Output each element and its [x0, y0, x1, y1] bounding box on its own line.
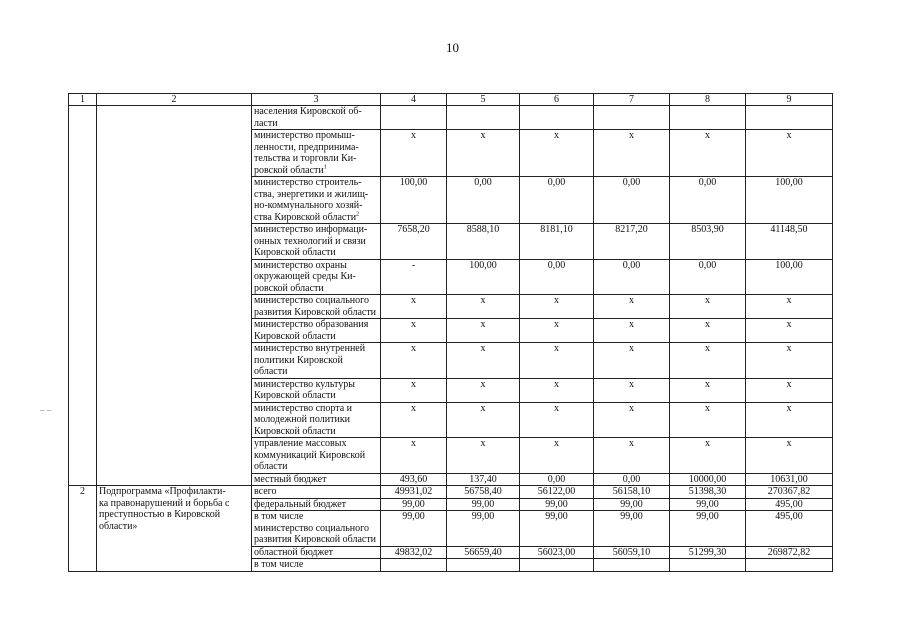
- value-cell-col6: 0,00: [520, 177, 594, 224]
- value-cell-col5: 137,40: [447, 473, 520, 486]
- row-label: всего: [252, 486, 381, 499]
- table-body: [69, 94, 833, 572]
- value-cell-col9: 100,00: [746, 259, 833, 295]
- table-row: [69, 106, 833, 130]
- value-cell-col9: [746, 106, 833, 130]
- value-cell-col6: x: [520, 402, 594, 438]
- value-cell-col7: x: [594, 402, 670, 438]
- value-cell-col6: x: [520, 378, 594, 402]
- header-cell-3: 3: [252, 94, 381, 106]
- value-cell-col7: 99,00: [594, 511, 670, 547]
- value-cell-col8: 10000,00: [670, 473, 746, 486]
- value-cell-col5: x: [447, 295, 520, 319]
- row-label: министерство информаци- онных технологий и связи Кировской области: [252, 224, 381, 260]
- value-cell-col4: [381, 106, 447, 130]
- value-cell-col7: x: [594, 438, 670, 474]
- value-cell-col4: x: [381, 343, 447, 379]
- value-cell-col4: 49931,02: [381, 486, 447, 499]
- value-cell-col4: x: [381, 402, 447, 438]
- value-cell-col7: x: [594, 319, 670, 343]
- row-label: областной бюджет: [252, 546, 381, 559]
- value-cell-col6: 8181,10: [520, 224, 594, 260]
- budget-table: [68, 93, 833, 572]
- value-cell-col7: [594, 106, 670, 130]
- header-row: [69, 94, 833, 106]
- value-cell-col8: 8503,90: [670, 224, 746, 260]
- value-cell-col6: 56023,00: [520, 546, 594, 559]
- value-cell-col5: 99,00: [447, 498, 520, 511]
- value-cell-col6: 99,00: [520, 498, 594, 511]
- value-cell-col9: x: [746, 343, 833, 379]
- value-cell-col9: 269872,82: [746, 546, 833, 559]
- value-cell-col6: x: [520, 438, 594, 474]
- value-cell-col8: x: [670, 130, 746, 177]
- value-cell-col9: 495,00: [746, 498, 833, 511]
- value-cell-col9: 41148,50: [746, 224, 833, 260]
- row-label: министерство образования Кировской области: [252, 319, 381, 343]
- value-cell-col4: 49832,02: [381, 546, 447, 559]
- header-cell-6: 6: [520, 94, 594, 106]
- row-label: министерство социального развития Кировской области: [252, 295, 381, 319]
- value-cell-col5: x: [447, 438, 520, 474]
- value-cell-col7: 56059,10: [594, 546, 670, 559]
- row-label: в том числе: [252, 559, 381, 572]
- value-cell-col7: 0,00: [594, 259, 670, 295]
- value-cell-col4: 99,00: [381, 511, 447, 547]
- header-cell-7: 7: [594, 94, 670, 106]
- value-cell-col8: x: [670, 378, 746, 402]
- value-cell-col4: x: [381, 378, 447, 402]
- value-cell-col5: 56659,40: [447, 546, 520, 559]
- value-cell-col4: x: [381, 319, 447, 343]
- value-cell-col9: x: [746, 130, 833, 177]
- value-cell-col9: x: [746, 378, 833, 402]
- value-cell-col9: 270367,82: [746, 486, 833, 499]
- value-cell-col4: x: [381, 438, 447, 474]
- value-cell-col5: x: [447, 319, 520, 343]
- value-cell-col6: [520, 106, 594, 130]
- page-number: 10: [446, 40, 459, 55]
- value-cell-col9: x: [746, 319, 833, 343]
- value-cell-col8: 99,00: [670, 498, 746, 511]
- header-cell-8: 8: [670, 94, 746, 106]
- value-cell-col4: x: [381, 130, 447, 177]
- value-cell-col4: 493,60: [381, 473, 447, 486]
- header-cell-5: 5: [447, 94, 520, 106]
- value-cell-col8: 0,00: [670, 259, 746, 295]
- value-cell-col4: x: [381, 295, 447, 319]
- value-cell-col9: x: [746, 402, 833, 438]
- value-cell-col8: x: [670, 295, 746, 319]
- value-cell-col5: 8588,10: [447, 224, 520, 260]
- value-cell-col6: 0,00: [520, 473, 594, 486]
- value-cell-col7: 99,00: [594, 498, 670, 511]
- value-cell-col9: 10631,00: [746, 473, 833, 486]
- value-cell-col7: x: [594, 130, 670, 177]
- subprogram-number: 2: [69, 486, 97, 572]
- value-cell-col5: [447, 106, 520, 130]
- row-label: населения Кировской об- ласти: [252, 106, 381, 130]
- value-cell-col8: [670, 559, 746, 572]
- value-cell-col7: x: [594, 295, 670, 319]
- value-cell-col6: x: [520, 295, 594, 319]
- value-cell-col7: 0,00: [594, 473, 670, 486]
- row-label: местный бюджет: [252, 473, 381, 486]
- value-cell-col8: 0,00: [670, 177, 746, 224]
- header-cell-9: 9: [746, 94, 833, 106]
- value-cell-col7: 8217,20: [594, 224, 670, 260]
- value-cell-col8: 51299,30: [670, 546, 746, 559]
- value-cell-col5: [447, 559, 520, 572]
- subprogram-title: Подпрограмма «Профилакти- ка правонарушений и борьба с преступностью в Кировской области»: [97, 486, 252, 572]
- value-cell-col8: x: [670, 319, 746, 343]
- value-cell-col5: x: [447, 402, 520, 438]
- row-label: министерство спорта и молодежной политики Кировской области: [252, 402, 381, 438]
- value-cell-col5: x: [447, 343, 520, 379]
- header-cell-1: 1: [69, 94, 97, 106]
- value-cell-col7: x: [594, 343, 670, 379]
- value-cell-col5: 100,00: [447, 259, 520, 295]
- value-cell-col9: x: [746, 295, 833, 319]
- value-cell-col8: 51398,30: [670, 486, 746, 499]
- value-cell-col5: 56758,40: [447, 486, 520, 499]
- value-cell-col6: 99,00: [520, 511, 594, 547]
- value-cell-col4: [381, 559, 447, 572]
- value-cell-col4: 7658,20: [381, 224, 447, 260]
- value-cell-col8: x: [670, 438, 746, 474]
- value-cell-col5: 99,00: [447, 511, 520, 547]
- value-cell-col5: x: [447, 378, 520, 402]
- table-row: [69, 486, 833, 499]
- value-cell-col6: 0,00: [520, 259, 594, 295]
- value-cell-col7: [594, 559, 670, 572]
- header-cell-2: 2: [97, 94, 252, 106]
- row-label: министерство строитель- ства, энергетики и жилищ- но-коммунального хозяй- ства Кировской области$^2$: [252, 177, 381, 224]
- value-cell-col4: 100,00: [381, 177, 447, 224]
- value-cell-col4: -: [381, 259, 447, 295]
- value-cell-col5: 0,00: [447, 177, 520, 224]
- value-cell-col9: 100,00: [746, 177, 833, 224]
- value-cell-col8: x: [670, 343, 746, 379]
- continued-title-cell: [97, 106, 252, 486]
- row-label: министерство охраны окружающей среды Ки- ровской области: [252, 259, 381, 295]
- footnote-mark: 1: [323, 164, 327, 171]
- row-label: министерство внутренней политики Кировской области: [252, 343, 381, 379]
- value-cell-col9: [746, 559, 833, 572]
- value-cell-col9: 495,00: [746, 511, 833, 547]
- row-label: управление массовых коммуникаций Кировской области: [252, 438, 381, 474]
- value-cell-col8: x: [670, 402, 746, 438]
- row-label: федеральный бюджет: [252, 498, 381, 511]
- row-label: в том числе министерство социального развития Кировской области: [252, 511, 381, 547]
- row-label: министерство промыш- ленности, предпринима- тельства и торговли Ки- ровской области$^1$: [252, 130, 381, 177]
- value-cell-col7: 56158,10: [594, 486, 670, 499]
- value-cell-col7: 0,00: [594, 177, 670, 224]
- value-cell-col9: x: [746, 438, 833, 474]
- margin-dash: – –: [40, 405, 52, 415]
- value-cell-col5: x: [447, 130, 520, 177]
- value-cell-col6: x: [520, 343, 594, 379]
- continued-number-cell: [69, 106, 97, 486]
- value-cell-col4: 99,00: [381, 498, 447, 511]
- value-cell-col8: 99,00: [670, 511, 746, 547]
- value-cell-col6: x: [520, 319, 594, 343]
- value-cell-col7: x: [594, 378, 670, 402]
- footnote-mark: 2: [356, 211, 360, 218]
- value-cell-col8: [670, 106, 746, 130]
- value-cell-col6: [520, 559, 594, 572]
- value-cell-col6: 56122,00: [520, 486, 594, 499]
- row-label: министерство культуры Кировской области: [252, 378, 381, 402]
- header-cell-4: 4: [381, 94, 447, 106]
- value-cell-col6: x: [520, 130, 594, 177]
